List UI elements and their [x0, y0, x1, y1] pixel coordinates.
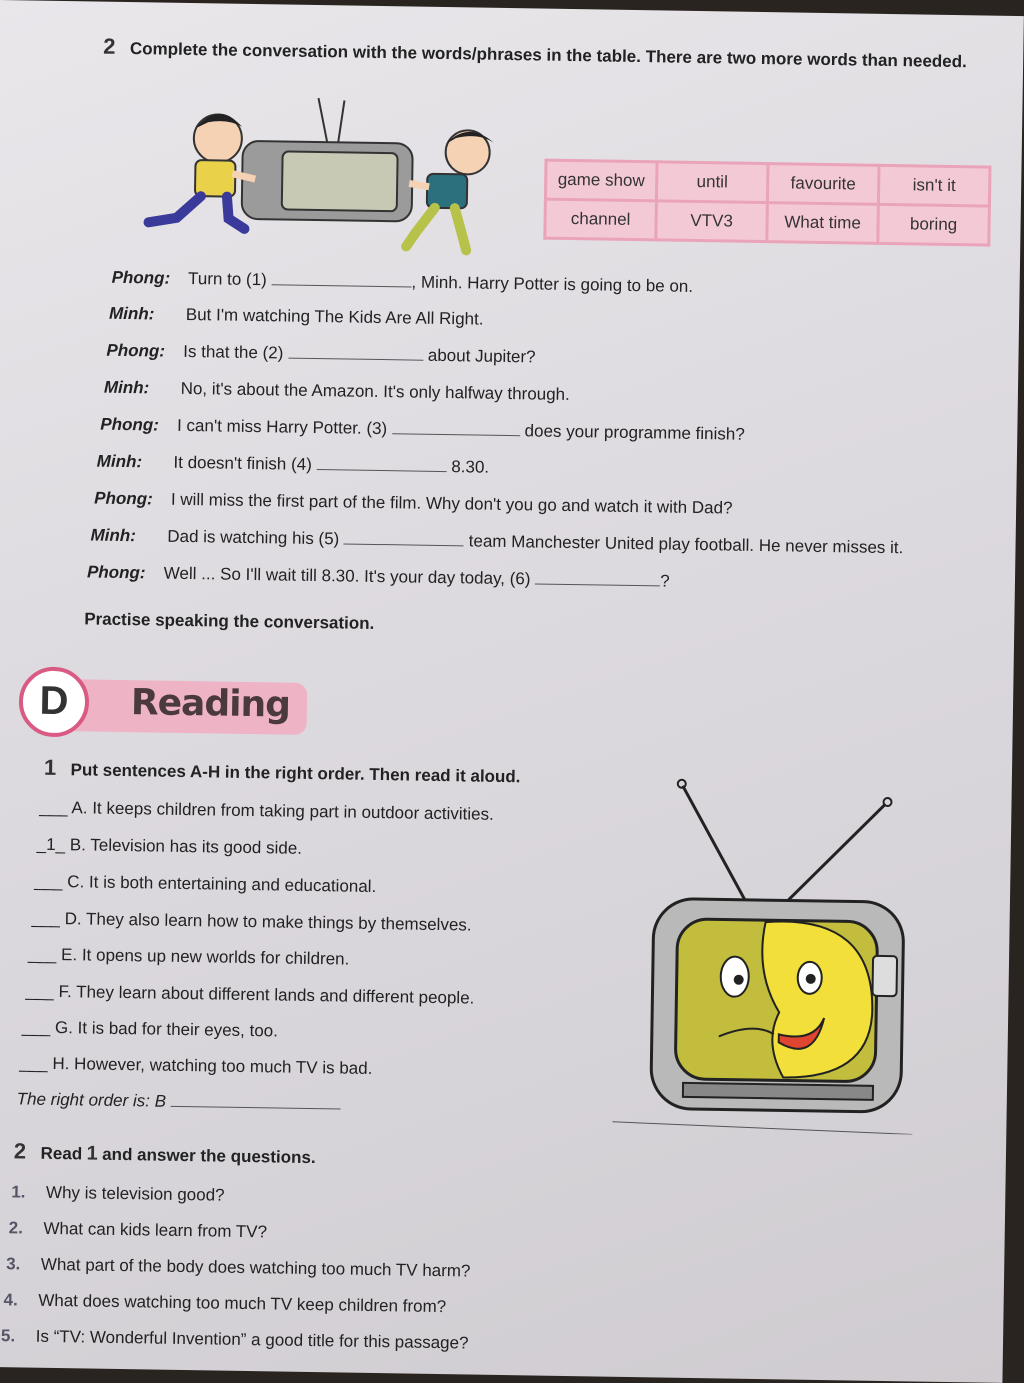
speaker: Phong: [100, 414, 160, 435]
exercise-number: 2 [103, 33, 116, 59]
question-item [3, 1290, 446, 1317]
dialogue-line [97, 452, 490, 478]
dialogue-line [87, 562, 670, 591]
right-order-line [17, 1089, 341, 1114]
section-letter: D [18, 666, 89, 737]
line-text-after: ? [660, 571, 670, 591]
word-cell: What time [767, 203, 879, 244]
question-text: What part of the body does watching too much TV harm? [40, 1254, 471, 1281]
instruction-text: Read [40, 1143, 83, 1164]
sentence-item [25, 982, 474, 1009]
line-text: But I'm watching The Kids Are All Right. [185, 304, 484, 329]
order-mark[interactable]: ___ [21, 1017, 51, 1037]
section-title: Reading [130, 682, 291, 726]
line-text-after: 8.30. [451, 457, 490, 477]
sentence-item [31, 909, 471, 936]
speaker: Minh: [90, 525, 137, 546]
exercise-instruction: Put sentences A-H in the right order. Then read it aloud. [70, 760, 521, 787]
question-number: 2. [8, 1218, 24, 1238]
order-mark[interactable]: ___ [27, 944, 57, 965]
dialogue-line [104, 378, 570, 405]
word-cell: until [656, 162, 768, 203]
sentence-text: B. Television has its good side. [69, 835, 303, 858]
word-cell: VTV3 [656, 201, 768, 242]
sentence-text: E. It opens up new worlds for children. [60, 945, 350, 969]
reading-2-heading [14, 1138, 316, 1169]
speaker: Phong: [111, 267, 171, 288]
answer-blank-1[interactable] [271, 270, 411, 287]
question-item [11, 1182, 225, 1205]
sentence-text: C. It is both entertaining and educational. [67, 872, 377, 897]
line-text: I can't miss Harry Potter. (3) [176, 415, 388, 439]
dialogue-line [100, 415, 745, 445]
question-item [1, 1326, 469, 1353]
tv-character-illustration [612, 770, 938, 1135]
word-bank-table [543, 159, 991, 247]
answer-blank-6[interactable] [535, 569, 660, 586]
answer-blank-2[interactable] [288, 344, 423, 361]
dialogue-line [111, 268, 693, 297]
order-mark[interactable]: ___ [34, 871, 63, 892]
exercise-number: 2 [13, 1138, 27, 1164]
sentence-item [22, 1017, 278, 1041]
line-text-after: , Minh. Harry Potter is going to be on. [411, 272, 694, 296]
question-text: What can kids learn from TV? [43, 1218, 268, 1242]
line-text: Dad is watching his (5) [167, 526, 340, 549]
sentence-item [28, 945, 350, 970]
instruction-text: and answer the questions. [102, 1144, 316, 1168]
right-order-blank[interactable] [171, 1092, 341, 1110]
speaker: Phong: [86, 562, 146, 583]
line-text: I will miss the first part of the film. Why don't you go and watch it with Dad? [170, 489, 733, 518]
word-cell: channel [545, 199, 657, 240]
speaker: Phong: [106, 340, 166, 361]
line-text-after: does your programme finish? [524, 421, 745, 444]
sentence-item [37, 835, 303, 859]
question-item [9, 1218, 268, 1242]
line-text-after: team Manchester United play football. He never misses it. [468, 531, 904, 558]
question-text: Is “TV: Wonderful Invention” a good title for this passage? [35, 1326, 469, 1353]
word-cell: favourite [767, 164, 879, 205]
question-number: 3. [6, 1254, 21, 1274]
reading-1-heading [44, 755, 521, 788]
sentence-text: G. It is bad for their eyes, too. [54, 1017, 279, 1041]
sentence-text: F. They learn about different lands and different people. [58, 982, 475, 1008]
sentence-item [39, 798, 494, 825]
answer-blank-3[interactable] [392, 419, 520, 436]
word-cell: game show [545, 160, 657, 201]
exercise-number: 1 [43, 754, 57, 780]
sentence-item [19, 1053, 372, 1079]
practise-instruction: Practise speaking the conversation. [84, 609, 375, 633]
order-mark[interactable]: ___ [25, 981, 54, 1001]
dialogue-line [94, 489, 733, 519]
line-text: It doesn't finish (4) [173, 452, 313, 474]
question-number: 1. [11, 1182, 26, 1202]
dialogue-line [90, 525, 903, 558]
speaker: Phong: [94, 488, 153, 509]
word-bank-row [545, 199, 990, 245]
answer-blank-5[interactable] [344, 529, 464, 546]
question-text: Why is television good? [45, 1182, 225, 1205]
sentence-text: H. However, watching too much TV is bad. [52, 1053, 373, 1078]
sentence-item [34, 872, 376, 897]
question-number: 5. [0, 1326, 16, 1346]
speaker: Minh: [103, 377, 150, 398]
word-cell: isn't it [878, 165, 990, 206]
dialogue-line [106, 341, 535, 368]
speaker: Minh: [96, 451, 143, 472]
line-text: Turn to (1) [187, 268, 267, 290]
line-text: Well ... So I'll wait till 8.30. It's your day today, (6) [163, 563, 531, 589]
answer-blank-4[interactable] [316, 455, 446, 472]
question-number: 4. [3, 1290, 18, 1310]
question-text: What does watching too much TV keep children from? [38, 1290, 447, 1317]
line-text-after: about Jupiter? [427, 345, 536, 367]
dialogue-line [109, 304, 484, 330]
sentence-text: D. They also learn how to make things by themselves. [64, 909, 472, 935]
order-mark[interactable]: ___ [39, 797, 68, 818]
question-item [6, 1254, 471, 1281]
right-order-label: The right order is: B [16, 1089, 167, 1111]
exercise-2-heading [103, 34, 967, 74]
word-cell: boring [878, 204, 990, 245]
speaker: Minh: [108, 303, 155, 324]
exercise-reference: 1 [86, 1142, 98, 1165]
order-mark[interactable]: _1_ [36, 834, 66, 855]
section-banner [18, 664, 309, 739]
boys-tug-tv-illustration [136, 87, 519, 263]
line-text: No, it's about the Amazon. It's only halfway through. [180, 378, 570, 404]
order-mark[interactable]: ___ [19, 1053, 48, 1073]
line-text: Is that the (2) [183, 341, 284, 363]
order-mark[interactable]: ___ [31, 908, 61, 929]
exercise-instruction: Complete the conversation with the words/phrases in the table. There are two more words than needed. [129, 39, 967, 72]
sentence-text: A. It keeps children from taking part in outdoor activities. [71, 798, 494, 824]
